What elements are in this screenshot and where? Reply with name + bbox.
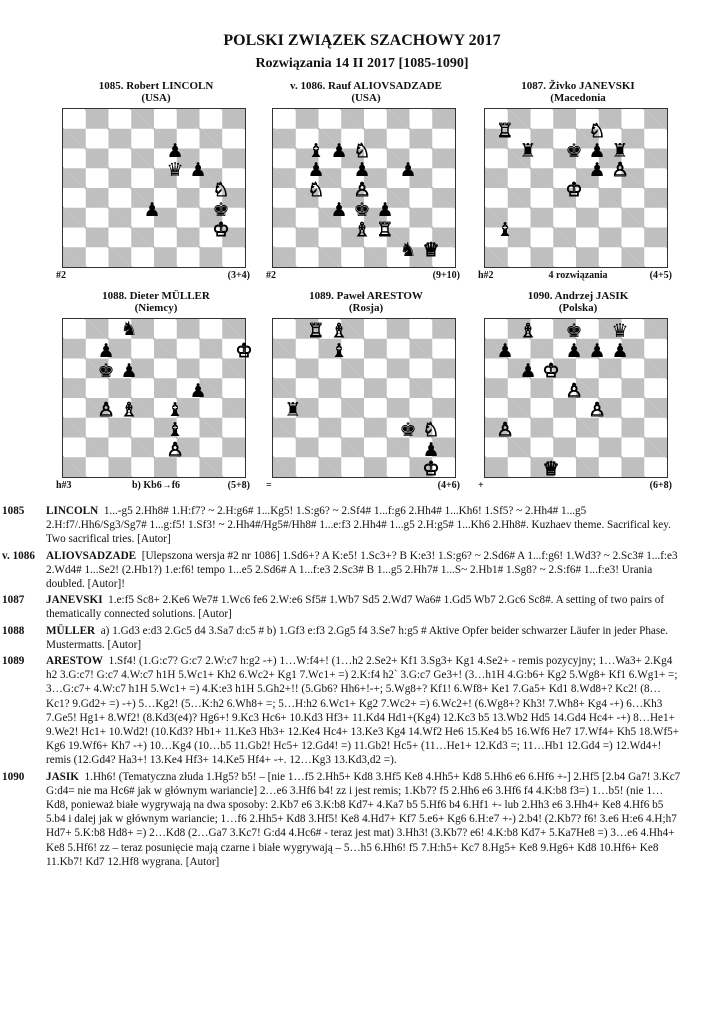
black-bishop-icon: ♝ [166,419,184,441]
white-bishop-icon: ♗ [120,399,138,421]
problem-number: 1090 [2,770,25,783]
white-bishop-icon: ♗ [330,320,348,342]
diagram-author: 1089. Paweł ARESTOW [309,290,423,302]
solution-text: 1...-g5 2.Hh8# 1.H:f7? ~ 2.H:g6# 1...Kg5! 1.S:g6? ~ 2.Sf4# 1...f:g6 2.Hh4# 1...Kh6! 1.Sf5? ~ 2.Hh4# 1...g5 2.H:f7/.Hh6/Sg3/Sg7# 1...g:f5! 1.Sf3! ~ 2.Hh4#/Hg5#/Hh8# 1...e:f3 2.Hh4# 1...g5 2.H:g5# 1...Kh6 2.Hh8#. Kuzhaev theme. Sacrifical key. Two sacrifical tries. [Autor] [46,505,671,546]
white-pawn-icon: ♙ [496,419,514,441]
black-pawn-icon: ♟ [519,360,537,382]
diagram-heading [266,290,466,316]
black-pawn-icon: ♟ [422,439,440,461]
black-pawn-icon: ♟ [588,140,606,162]
black-bishop-icon: ♝ [330,340,348,362]
page-title: POLSKI ZWIĄZEK SZACHOWY 2017 [223,32,501,49]
black-pawn-icon: ♟ [120,360,138,382]
solution-author: ARESTOW [46,655,103,668]
diagram-heading [266,80,466,106]
solution-1087 [2,593,682,621]
diagram-country: (Rosja) [348,302,384,314]
white-pawn-icon: ♙ [97,399,115,421]
white-king-icon: ♔ [235,340,253,362]
diagram-country: (USA) [141,92,171,104]
black-rook-icon: ♜ [611,140,629,162]
diagram-heading [478,290,678,316]
white-king-icon: ♔ [565,179,583,201]
problem-number: v. 1086 [2,549,35,562]
white-pawn-icon: ♙ [565,380,583,402]
solution-text: [Ulepszona wersja #2 nr 1086] 1.Sd6+? A K:e5! 1.Sc3+? B K:e3! 1.S:g6? ~ 2.Sd6# A 1...f:g6! 1.Wd3? ~ 2.Sc3# 1...f:e3 2.Wd4# 1...Se2! (2.Hb1?) 1.e:f6! tempo 1...e5 2.Sd6# A 1...f:e3 2.Sc3# B 1...g5 2.Hh7# 1...S~ 2.Hb1# 1.Sg8? ~ 2.S:f6# 1...f:e3! Urania doubled. [Autor]! [46,549,678,591]
piece-count: (9+10) [432,270,460,281]
black-king-icon: ♚ [399,419,417,441]
black-knight-icon: ♞ [399,239,417,261]
white-knight-icon: ♘ [422,419,440,441]
white-knight-icon: ♘ [307,179,325,201]
solution-author: JASIK [46,770,79,783]
diagram-country: (Niemcy) [134,302,178,314]
stipulation: h#3 [56,480,72,491]
diagram-author: v. 1086. Rauf ALIOVSADZADE [290,80,442,92]
stipulation: + [478,480,484,491]
black-pawn-icon: ♟ [399,159,417,181]
black-pawn-icon: ♟ [611,340,629,362]
stipulation: = [266,480,272,491]
problem-number: 1088 [2,624,25,637]
diagram-1086 [266,80,466,281]
white-knight-icon: ♘ [353,140,371,162]
black-king-icon: ♚ [565,140,583,162]
black-bishop-icon: ♝ [496,219,514,241]
black-pawn-icon: ♟ [565,340,583,362]
white-bishop-icon: ♗ [353,219,371,241]
black-rook-icon: ♜ [519,140,537,162]
black-pawn-icon: ♟ [496,340,514,362]
solution-author: JANEVSKI [46,594,103,607]
black-queen-icon: ♛ [611,320,629,342]
diagram-1090 [478,290,678,491]
solution-author: LINCOLN [46,505,99,517]
white-rook-icon: ♖ [496,120,514,142]
black-pawn-icon: ♟ [376,199,394,221]
solution-author: ALIOVSADZADE [46,549,137,562]
diagram-heading [478,80,678,106]
piece-count: (4+6) [437,480,460,491]
black-king-icon: ♚ [565,320,583,342]
piece-count: (3+4) [227,270,250,281]
black-pawn-icon: ♟ [166,140,184,162]
white-knight-icon: ♘ [212,179,230,201]
black-knight-icon: ♞ [120,318,138,340]
white-king-icon: ♔ [542,360,560,382]
page-subtitle: Rozwiązania 14 II 2017 [1085-1090] [255,56,469,71]
diagram-author: 1090. Andrzej JASIK [527,290,629,302]
white-bishop-icon: ♗ [519,320,537,342]
solution-1089 [2,654,682,768]
diagram-1088 [56,290,256,491]
chess-board [62,108,246,268]
solution-1085 [2,504,682,547]
piece-count: (6+8) [649,480,672,491]
diagram-1085 [56,80,256,281]
black-king-icon: ♚ [97,360,115,382]
twin-note: 4 rozwiązania [548,270,608,281]
diagram-1089 [266,290,466,491]
chess-board [272,318,456,478]
twin-note: b) Kb6→f6 [131,480,181,491]
solution-text: 1.Hh6! (Tematyczna złuda 1.Hg5? b5! – [nie 1…f5 2.Hh5+ Kd8 3.Hf5 Ke8 4.Hh5+ Kd8 5.Hh6 e6 6.Hf6 +-] 2.Hf5 [2.b4 Ga7! 3.Kc7 G:d4= nie ma Hc6# jak w głównym wariancie] 2…e6 3.Hf6 b4! zz i jest remis; 1.Kb7? f5 2.Hh6 e6 3.Hf6 f4 4.K:b8 f3=) 1…b5! (nie 1…Kd8, ponieważ białe wygrywają na dwa sposoby: 2.Kb7 e6 3.K:b8 Kd7+ 4.Ka7 b5 5.Hf6 b4 6.Hf1 +- lub 2.Hh3 e6 3.Hh4+ Ke8 4.Hf6 b5 5.b4 i dalej jak w głównym wariancie; 1…f6 2.Hh5+ Kd8 3.Hf5! Ke8 4.Hd7+ Kf7 5.e6+ Kg6 6.H:e7 +-) 2.b4! (2.Kb7? f6! 3.e6 H:e6 4.H;h7 Hd7+ 5.K:b8 Hd8+ =) 2…Kd8 (2…Ga7 3.Kc7! G:d4 4.Hc6# - teraz jest mat) 3.Hh3! (3.Kb7? e6! 4.K:b8 Kd7+ 5.Ka7He8 =) 3…e6 4.Hh4+ Ke8 5.Hf6! zz – teraz posunięcie mają czarne i białe wygrywają – 5…h5 6.Hh6! f5 7.H:h5+ Kc7 8.Hg5+ Ke8 9.Hg6+ Kd8 10.Hf6+ Ke8 11.Kb7! Kd7 12.Hf8 wygrana. [Autor] [46,770,681,868]
diagram-heading [56,80,256,106]
black-king-icon: ♚ [353,199,371,221]
solution-1090 [2,770,682,869]
solution-1086 [2,549,682,592]
diagram-country: (Polska) [558,302,598,314]
black-pawn-icon: ♟ [588,340,606,362]
black-bishop-icon: ♝ [166,399,184,421]
stipulation: h#2 [478,270,494,281]
white-king-icon: ♔ [212,219,230,241]
piece-count: (5+8) [227,480,250,491]
white-rook-icon: ♖ [307,320,325,342]
piece-count: (4+5) [649,270,672,281]
black-pawn-icon: ♟ [330,199,348,221]
solution-1088 [2,624,682,652]
black-pawn-icon: ♟ [97,340,115,362]
chess-board [272,108,456,268]
diagram-author: 1088. Dieter MÜLLER [102,290,210,302]
solution-text: 1.Sf4! (1.G:c7? G:c7 2.W:c7 h:g2 -+) 1…W:f4+! (1…h2 2.Se2+ Kf1 3.Sg3+ Kg1 4.Se2+ - remis pozycyjny; 1…Wa3+ 2.Kg4 h2 3.G:c7! G:c7 4.W:c7 h1H 5.Wc1+ Kh2 6.Wc2+ Kg1 7.Wc1+ =) 2.K:f4 h2` 3.G:c7 Ge3+! (3…h1H 4.G:b6+ Kg2 5.Wg8+ Kf1 6.Wg1+ =; 3…G:c7+ 4.W:c7 h1H 5.Wc1+ =) 4.K:e3 h1H 5.Gh2+!! (5.Gb6? Hh6+!-+; 5.Wg8+? Kf1! 6.Wf8+ Ke1 7.Ga5+ Kd1 8.Wd8+? Kc2! (8…Kc1? 9.Gd2+ =) -+) 5…Kg2! (5…K:h2 6.Wh8+ =; 5…H:h2 6.Wc1+ Kg2 7.Wc2+ =) 6.Wc2+! (6.Wg8+? Kh3! 7.Wh8+ Kg4 -+) 6…Kh3 7.Ge5! Hg1+ 8.Wf2! (8.Kd3(e4)? Hg6+! 9.Kc3 Hc6+ 10.Kd3 Hf3+ 11.Kd4 Hd1+(Kg4) 12.Kc3 b5 13.Wb2 Hd5 14.Gd4 Hc4+ -+) 8…He1+ 9.We2! Hc1+ 10.Wd2! (10.Kd3? Hb1+ 11.Ke3 Hb3+ 12.Ke4 Hc4+ 13.Ke3 Kg4 14.Wf2 He6 15.Ke4 b5 16.Wf6 He7 17.Wf4+ Kh5 18.Wf5+ Kg6 19.Wf6+ Kh7 -+) 10…Kg4 (10…b5 11.Gb2! Hc5+ 12.Gd4! =) 11.Gb2! Hc5+ (11…He1+ 12.Kd3 =; 11…Hb1 12.Gd4 =) 12.Wd4+! remis (12.Gd4? Ha3+! 13.Ke4 Hf3+ 14.Ke5 Hf4+ -+. 12…Kg3 13.Kd3,d2 =). [46,655,680,767]
white-pawn-icon: ♙ [611,159,629,181]
diagram-author: 1085. Robert LINCOLN [98,80,214,92]
black-pawn-icon: ♟ [330,140,348,162]
chess-board [484,108,668,268]
white-pawn-icon: ♙ [353,179,371,201]
black-pawn-icon: ♟ [353,159,371,181]
white-pawn-icon: ♙ [166,439,184,461]
stipulation: #2 [56,270,66,281]
black-pawn-icon: ♟ [588,159,606,181]
white-queen-icon: ♕ [542,458,560,480]
stipulation: #2 [266,270,276,281]
problem-number: 1089 [2,655,25,668]
solution-text: a) 1.Gd3 e:d3 2.Gc5 d4 3.Sa7 d:c5 # b) 1.Gf3 e:f3 2.Gg5 f4 3.Se7 h:g5 # Aktive Opfer beider schwarzer Läufer in jeder Phase. Mustermatts. [Autor] [46,624,668,651]
problem-number: 1085 [2,505,25,517]
white-king-icon: ♔ [422,458,440,480]
chess-board [62,318,253,478]
black-king-icon: ♚ [212,199,230,221]
problem-number: 1087 [2,594,25,607]
diagram-heading [56,290,256,316]
solution-text: 1.e:f5 Sc8+ 2.Ke6 We7# 1.Wc6 fe6 2.W:e6 Sf5# 1.Wb7 Sd5 2.Wd7 Wa6# 1.Gd5 Wb7 2.Gc6 Sc8#. A setting of two pairs of thematically connected solutions. [Autor] [46,594,665,621]
black-pawn-icon: ♟ [307,159,325,181]
diagram-author: 1087. Živko JANEVSKI [521,80,635,92]
solution-author: MÜLLER [46,624,96,637]
diagram-country: (USA) [351,92,381,104]
solutions-section [2,504,682,871]
diagram-country: (Macedonia [550,92,606,104]
black-pawn-icon: ♟ [189,159,207,181]
white-knight-icon: ♘ [588,120,606,142]
black-queen-icon: ♛ [166,159,184,181]
black-pawn-icon: ♟ [143,199,161,221]
black-bishop-icon: ♝ [307,140,325,162]
white-rook-icon: ♖ [376,219,394,241]
diagram-1087 [478,80,678,281]
white-pawn-icon: ♙ [588,399,606,421]
black-pawn-icon: ♟ [189,380,207,402]
black-rook-icon: ♜ [284,399,302,421]
chess-board [484,318,668,478]
white-queen-icon: ♕ [422,239,440,261]
